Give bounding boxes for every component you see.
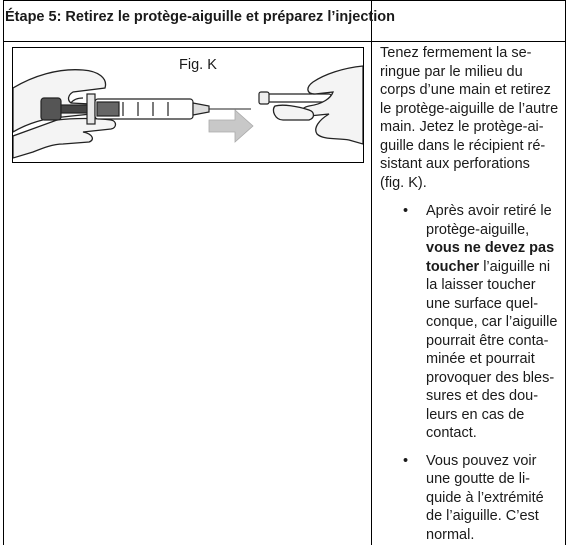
text-line: contact. [426,425,477,441]
text-line: l’aiguille ni [479,258,551,275]
bullet-icon: • [403,452,409,469]
text-line: Tenez fermement la se- [380,45,532,61]
syringe-illustration [13,48,363,162]
table-left-border [3,0,4,545]
main-instruction [380,44,564,192]
right-hand-icon [273,66,363,144]
table-right-border [565,0,566,545]
text-line: leurs en cas de [426,406,525,423]
header-bottom-border [3,41,566,42]
text-line: pourrait être conta- [426,332,549,349]
bullet-item-note [380,452,564,545]
text-line: corps d’une main et retirez [380,82,551,98]
text-line: normal. [426,526,475,543]
step-title: Étape 5: Retirez le protège-aiguille et préparez l’injection [5,9,395,25]
instruction-text [380,44,564,553]
text-line: minée et pourrait [426,351,535,367]
figure-k [12,47,364,163]
table-top-border [3,0,566,1]
text-line: une surface quel- [426,295,539,312]
bullet-list [380,202,564,544]
bold-text: toucher [426,258,480,275]
text-line: main. Jetez le protège-ai- [380,119,544,135]
figure-label: Fig. K [179,57,217,73]
text-line: protège-aiguille, [426,221,530,238]
text-line: ringue par le milieu du [380,63,523,80]
text-line: sures et des dou- [426,388,539,404]
text-line: provoquer des bles- [426,369,555,386]
bullet-icon: • [403,203,409,219]
text-line: la laisser toucher [426,277,536,293]
text-line: une goutte de li- [426,471,530,487]
bold-text: vous ne devez pas [426,240,555,256]
text-line: Vous pouvez voir [426,452,537,469]
text-line: conque, car l’aiguille [426,314,558,330]
text-line: sistant aux perforations [380,156,530,172]
text-line: de l’aiguille. C’est [426,508,539,524]
text-line: le protège-aiguille de l’autre [380,100,559,117]
arrow-icon [209,110,253,142]
table-middle-border [371,0,372,545]
text-line: (fig. K). [380,174,427,191]
text-line: Après avoir retiré le [426,203,552,219]
text-line: guille dans le récipient ré- [380,137,546,154]
text-line: quide à l’extrémité [426,489,544,506]
bullet-item-warning [380,202,564,443]
